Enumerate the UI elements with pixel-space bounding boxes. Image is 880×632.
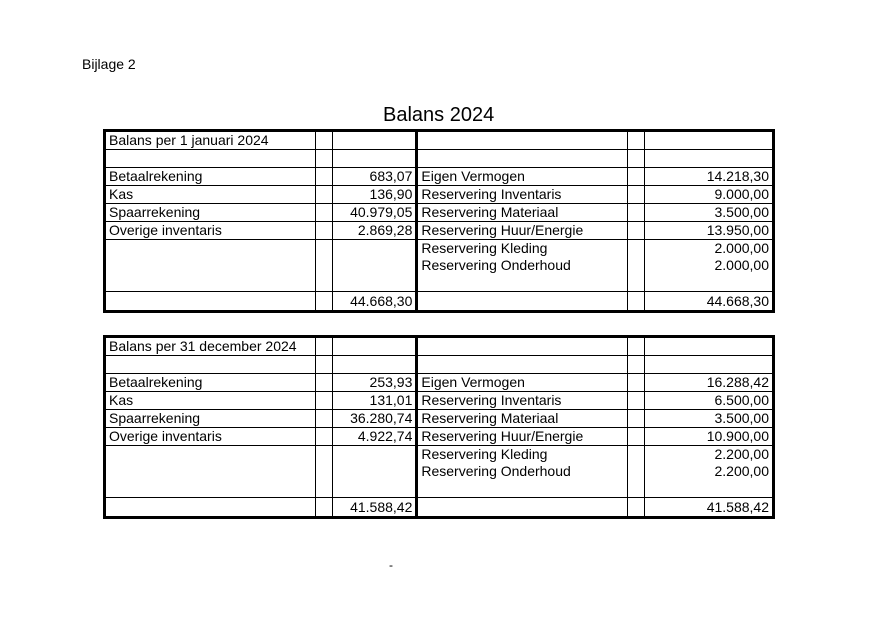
asset-name: Overige inventaris (105, 222, 316, 240)
liability-name: Reservering Kleding (417, 446, 628, 464)
asset-name (105, 463, 316, 480)
total-assets: 41.588,42 (333, 498, 417, 518)
spacer-row (105, 150, 774, 168)
annex-label: Bijlage 2 (82, 56, 136, 72)
balance-table-opening (103, 129, 775, 313)
asset-value: 40.979,05 (333, 204, 417, 222)
spacer-row (105, 480, 774, 498)
asset-value (333, 257, 417, 274)
liability-value: 2.000,00 (645, 240, 774, 258)
liability-name: Reservering Inventaris (417, 392, 628, 410)
liability-name: Eigen Vermogen (417, 374, 628, 392)
table-row (105, 463, 774, 480)
total-liabilities: 41.588,42 (645, 498, 774, 518)
table-heading: Balans per 1 januari 2024 (105, 131, 316, 150)
table-heading-row (105, 131, 774, 150)
asset-value (333, 240, 417, 258)
liability-name: Eigen Vermogen (417, 168, 628, 186)
liability-value: 6.500,00 (645, 392, 774, 410)
liability-value: 10.900,00 (645, 428, 774, 446)
balance-table-closing (103, 335, 775, 519)
spacer-row (105, 274, 774, 292)
asset-name (105, 257, 316, 274)
asset-name: Kas (105, 392, 316, 410)
table-row (105, 392, 774, 410)
liability-value: 3.500,00 (645, 204, 774, 222)
table-row (105, 204, 774, 222)
asset-name (105, 240, 316, 258)
liability-value: 13.950,00 (645, 222, 774, 240)
asset-value: 136,90 (333, 186, 417, 204)
table-row (105, 240, 774, 258)
total-liabilities: 44.668,30 (645, 292, 774, 312)
asset-value: 36.280,74 (333, 410, 417, 428)
table-row (105, 410, 774, 428)
liability-value: 3.500,00 (645, 410, 774, 428)
table-row (105, 374, 774, 392)
table-heading-row (105, 337, 774, 356)
liability-name: Reservering Kleding (417, 240, 628, 258)
liability-name: Reservering Huur/Energie (417, 222, 628, 240)
liability-name: Reservering Materiaal (417, 410, 628, 428)
asset-name: Spaarrekening (105, 204, 316, 222)
asset-name: Betaalrekening (105, 168, 316, 186)
footer-mark: - (389, 558, 393, 572)
table-row (105, 446, 774, 464)
liability-name: Reservering Materiaal (417, 204, 628, 222)
liability-value: 2.200,00 (645, 463, 774, 480)
spacer-row (105, 356, 774, 374)
liability-name: Reservering Onderhoud (417, 463, 628, 480)
table-row (105, 186, 774, 204)
asset-value: 683,07 (333, 168, 417, 186)
total-row (105, 292, 774, 312)
asset-value (333, 463, 417, 480)
asset-value: 253,93 (333, 374, 417, 392)
asset-name: Overige inventaris (105, 428, 316, 446)
table-heading: Balans per 31 december 2024 (105, 337, 316, 356)
liability-value: 16.288,42 (645, 374, 774, 392)
asset-name: Betaalrekening (105, 374, 316, 392)
table-row (105, 222, 774, 240)
table-row (105, 428, 774, 446)
liability-value: 14.218,30 (645, 168, 774, 186)
page-title: Balans 2024 (383, 104, 495, 126)
liability-name: Reservering Huur/Energie (417, 428, 628, 446)
table-row (105, 257, 774, 274)
total-row (105, 498, 774, 518)
liability-value: 2.200,00 (645, 446, 774, 464)
asset-name: Kas (105, 186, 316, 204)
liability-name: Reservering Inventaris (417, 186, 628, 204)
asset-value: 4.922,74 (333, 428, 417, 446)
asset-value: 131,01 (333, 392, 417, 410)
total-assets: 44.668,30 (333, 292, 417, 312)
asset-value (333, 446, 417, 464)
liability-value: 2.000,00 (645, 257, 774, 274)
liability-name: Reservering Onderhoud (417, 257, 628, 274)
asset-name (105, 446, 316, 464)
table-row (105, 168, 774, 186)
liability-value: 9.000,00 (645, 186, 774, 204)
asset-value: 2.869,28 (333, 222, 417, 240)
asset-name: Spaarrekening (105, 410, 316, 428)
